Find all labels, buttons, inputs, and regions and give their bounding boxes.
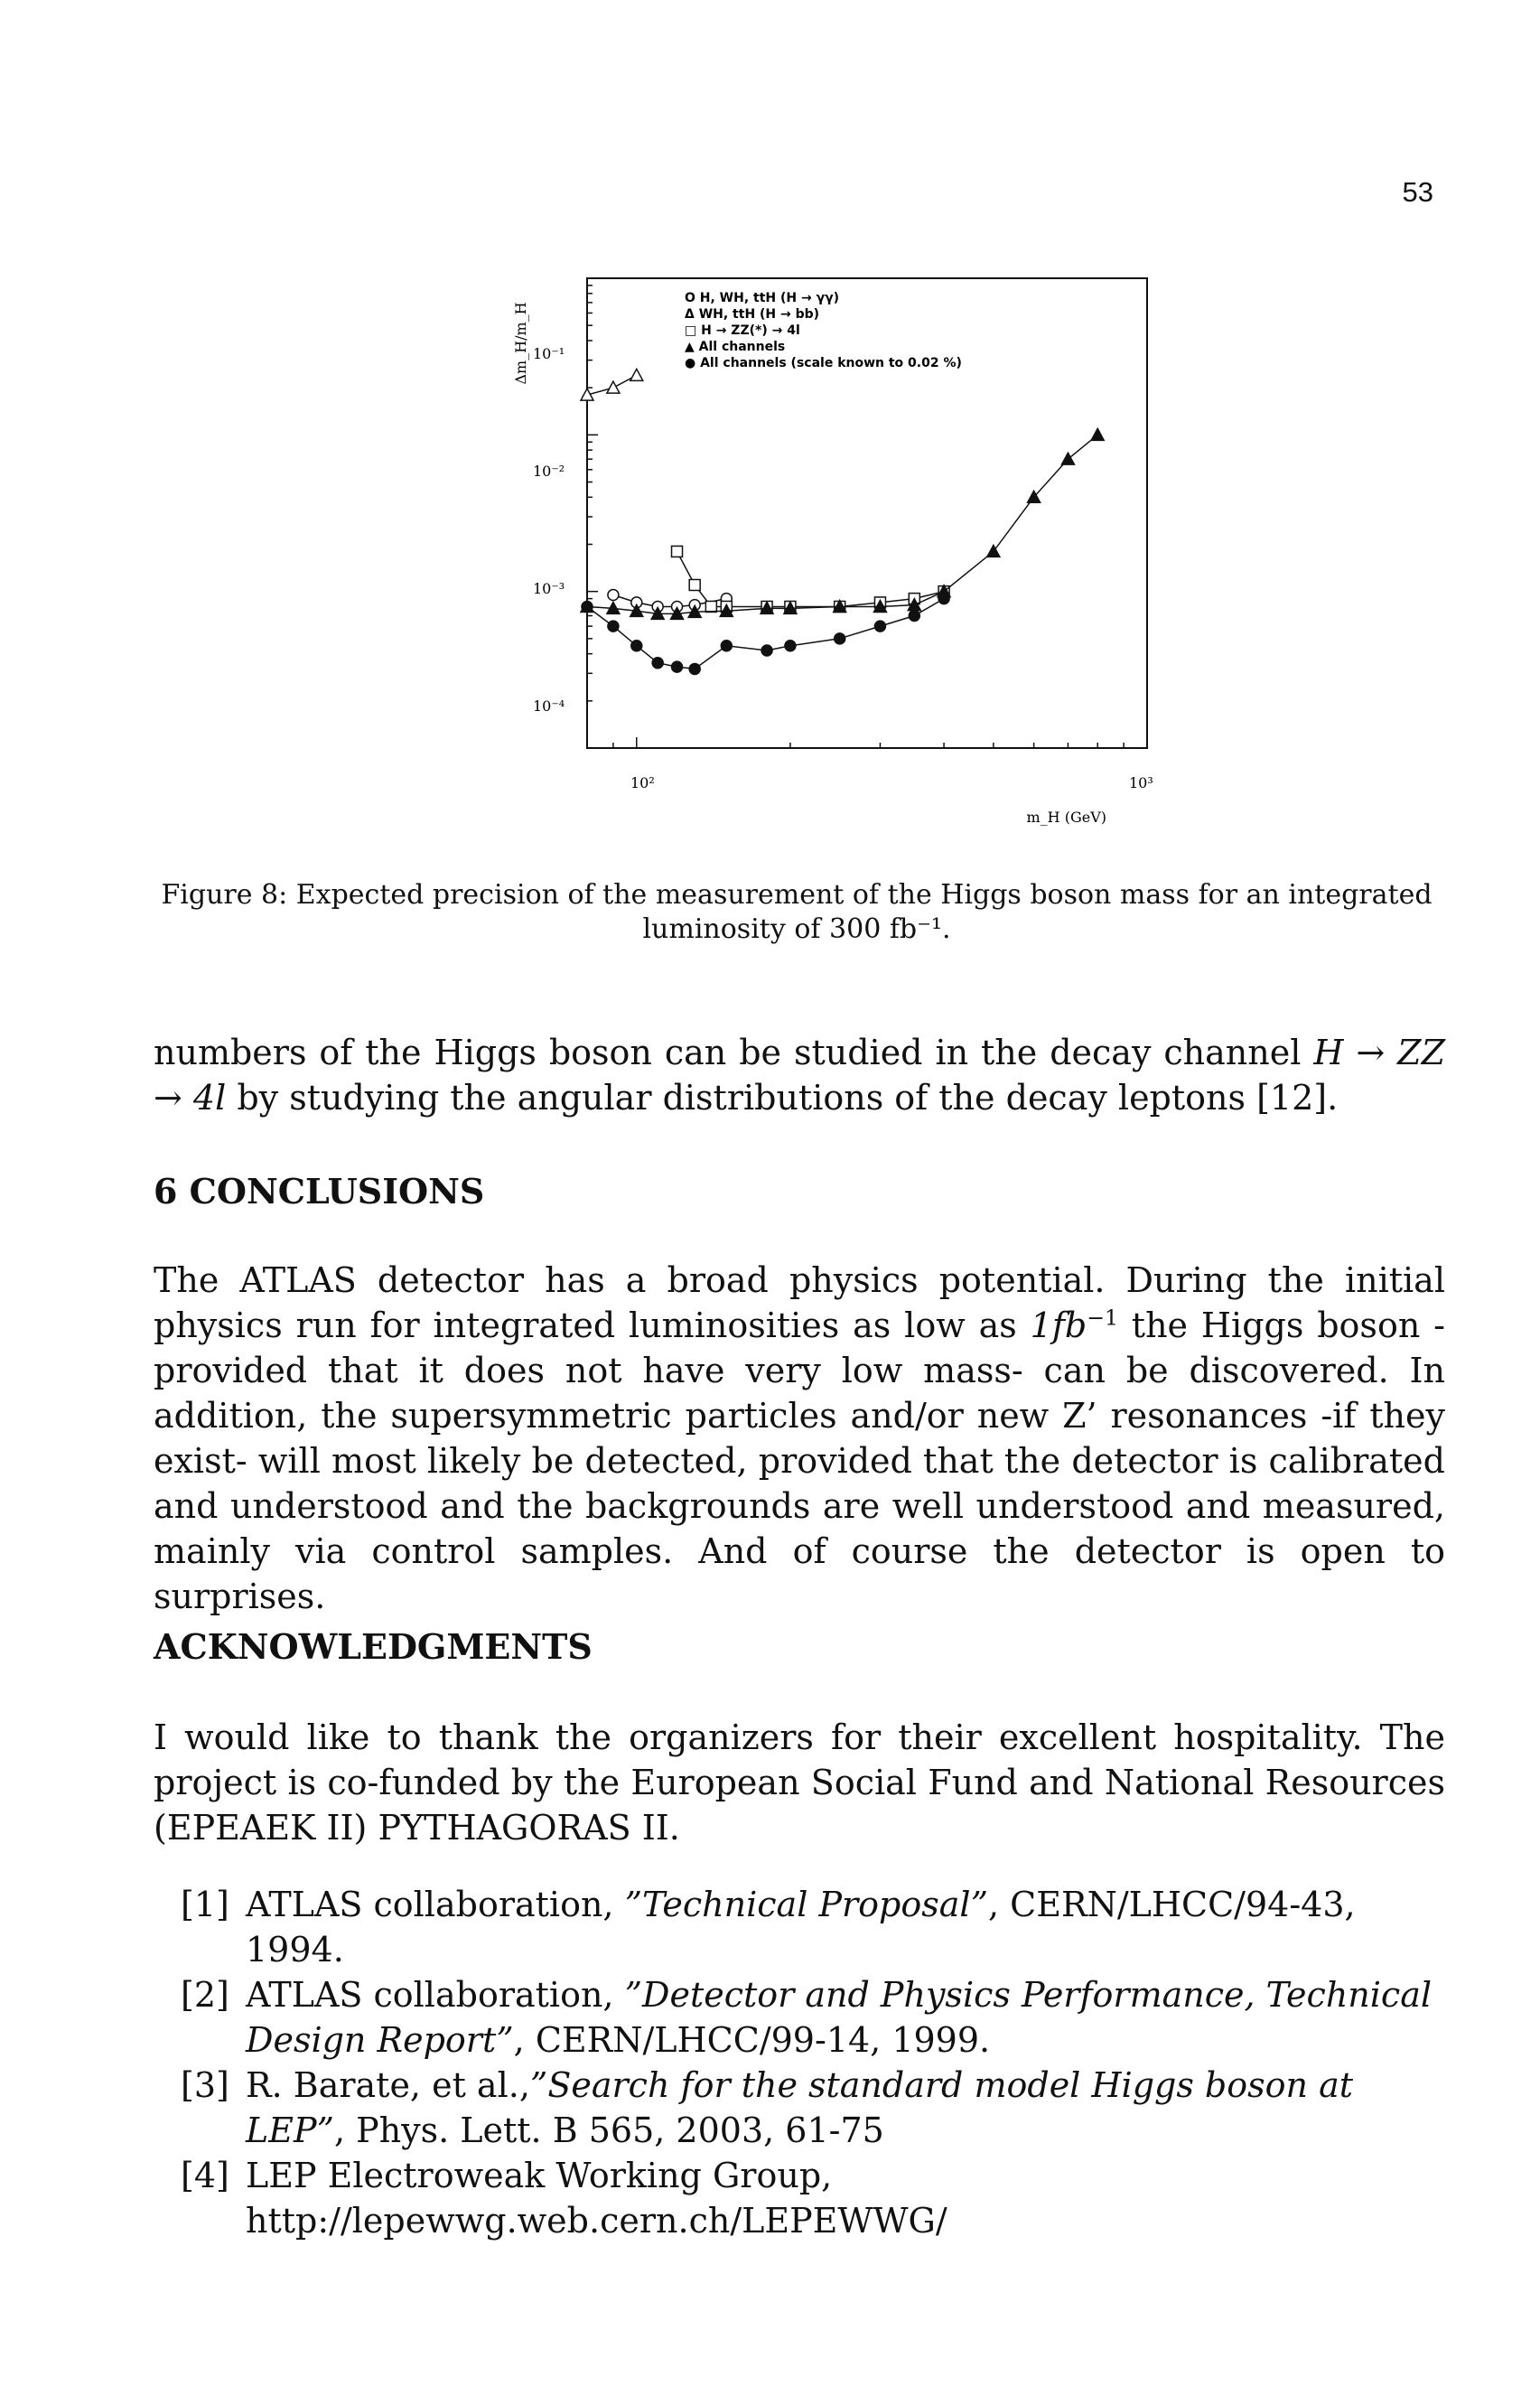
reference-title: ”Search for the standard model Higgs boson at LEP”: [246, 2065, 1353, 2150]
legend-entry: ▲ All channels: [685, 340, 786, 354]
section-heading-acknowledgments: ACKNOWLEDGMENTS: [154, 1626, 593, 1667]
data-point: [909, 611, 919, 622]
reference-author: LEP Electroweak Working Group,: [246, 2156, 833, 2195]
data-point: [785, 641, 796, 651]
data-point: [1061, 453, 1074, 464]
data-point: [689, 663, 700, 674]
paragraph-text: by studying the angular distributions of the decay leptons [12].: [226, 1078, 1339, 1118]
plot-frame: [587, 278, 1147, 748]
data-point: [835, 633, 845, 644]
reference-label: [2]: [181, 1975, 229, 2015]
data-point: [761, 645, 772, 656]
legend: [685, 291, 962, 370]
y-tick-2: 10⁻²: [533, 463, 565, 480]
paragraph-higgs-decay: [154, 1030, 1445, 1120]
y-tick-3: 10⁻³: [533, 580, 565, 597]
reference-details: , CERN/LHCC/94-43, 1994.: [246, 1885, 1356, 1970]
paragraph-conclusions: [154, 1258, 1445, 1619]
reference-label: [4]: [181, 2156, 229, 2195]
reference-author: ATLAS collaboration,: [246, 1885, 625, 1924]
data-point: [938, 594, 949, 604]
legend-entry: Δ WH, ttH (H → bb): [685, 307, 820, 322]
reference-label: [1]: [181, 1885, 229, 1924]
data-point: [607, 381, 620, 393]
decay-channel-math: H → ZZ → 4l: [154, 1033, 1445, 1118]
x-tick-labels: [630, 774, 1153, 791]
data-point: [987, 545, 1000, 557]
reference-details: , Phys. Lett. B 565, 2003, 61-75: [333, 2110, 884, 2150]
data-point: [630, 369, 643, 380]
reference-item: [181, 1882, 1443, 1972]
data-point: [582, 601, 593, 612]
section-heading-conclusions: 6 CONCLUSIONS: [154, 1171, 485, 1212]
reference-item: [181, 1972, 1443, 2063]
y-tick-1: 10⁻¹: [533, 345, 565, 362]
data-point: [608, 621, 619, 632]
data-point: [652, 658, 663, 669]
data-point: [608, 590, 619, 601]
data-point: [581, 388, 593, 400]
data-point: [672, 546, 683, 557]
series-line: [587, 435, 1097, 613]
paragraph-text: The ATLAS detector has a broad physics potential. During the initial physics run for integrated luminosities as low as: [154, 1260, 1445, 1345]
reference-author: ATLAS collaboration,: [246, 1975, 625, 2015]
axis-ticks: [587, 278, 1147, 748]
reference-item: [181, 2153, 1443, 2243]
reference-url[interactable]: http://lepewwg.web.cern.ch/LEPEWWG/: [246, 2201, 947, 2241]
data-series: [581, 369, 1104, 674]
legend-entry: ● All channels (scale known to 0.02 %): [685, 356, 962, 370]
reference-label: [3]: [181, 2065, 229, 2105]
luminosity-exponent: −1: [1087, 1305, 1118, 1331]
reference-item: [181, 2063, 1443, 2153]
data-point: [874, 621, 885, 632]
higgs-mass-precision-chart: [470, 262, 1156, 885]
reference-list: [181, 1882, 1443, 2243]
series-line: [677, 551, 945, 606]
y-tick-labels: [533, 345, 565, 715]
x-axis-label: m_H (GeV): [1026, 809, 1106, 826]
y-axis-label: Δm_H/m_H: [512, 302, 529, 385]
y-tick-4: 10⁻⁴: [533, 697, 565, 715]
reference-details: , CERN/LHCC/99-14, 1999.: [513, 2020, 991, 2060]
data-point: [689, 579, 700, 590]
x-tick-1: 10²: [630, 774, 655, 791]
figure-8: [470, 262, 1156, 885]
figure-caption: Figure 8: Expected precision of the measurement of the Higgs boson mass for an integrated luminosity of 300 fb⁻¹.: [161, 879, 1433, 945]
legend-entry: □ H → ZZ(*) → 4l: [685, 323, 800, 338]
reference-title: ”Detector and Physics Performance, Technical Design Report”: [246, 1975, 1433, 2060]
data-point: [1091, 428, 1104, 440]
data-point: [705, 601, 716, 612]
data-point: [631, 641, 642, 651]
page-number: 53: [1402, 176, 1433, 208]
legend-entry: O H, WH, ttH (H → γγ): [685, 291, 840, 305]
luminosity-math: 1fb: [1030, 1305, 1087, 1345]
x-tick-2: 10³: [1129, 774, 1153, 791]
paragraph-acknowledgments: I would like to thank the organizers for their excellent hospitality. The project is co-funded by the European Social Fund and National Resources (EPEAEK II) PYTHAGORAS II.: [154, 1717, 1445, 1848]
paragraph-text: numbers of the Higgs boson can be studied in the decay channel: [154, 1033, 1314, 1072]
reference-title: ”Technical Proposal”: [624, 1885, 988, 1924]
paragraph-text: the Higgs boson -provided that it does not have very low mass- can be discovered. In addition, the supersymmetric particles and/or new Z’ resonances -if they exist- will most likely be detected, provided that the detector is calibrated and understood and the backgrounds are well understood and measured, mainly via control samples. And of course the detector is open to surprises.: [154, 1305, 1446, 1616]
data-point: [672, 661, 683, 672]
reference-author: R. Barate, et al.,: [246, 2065, 530, 2105]
data-point: [721, 641, 732, 651]
